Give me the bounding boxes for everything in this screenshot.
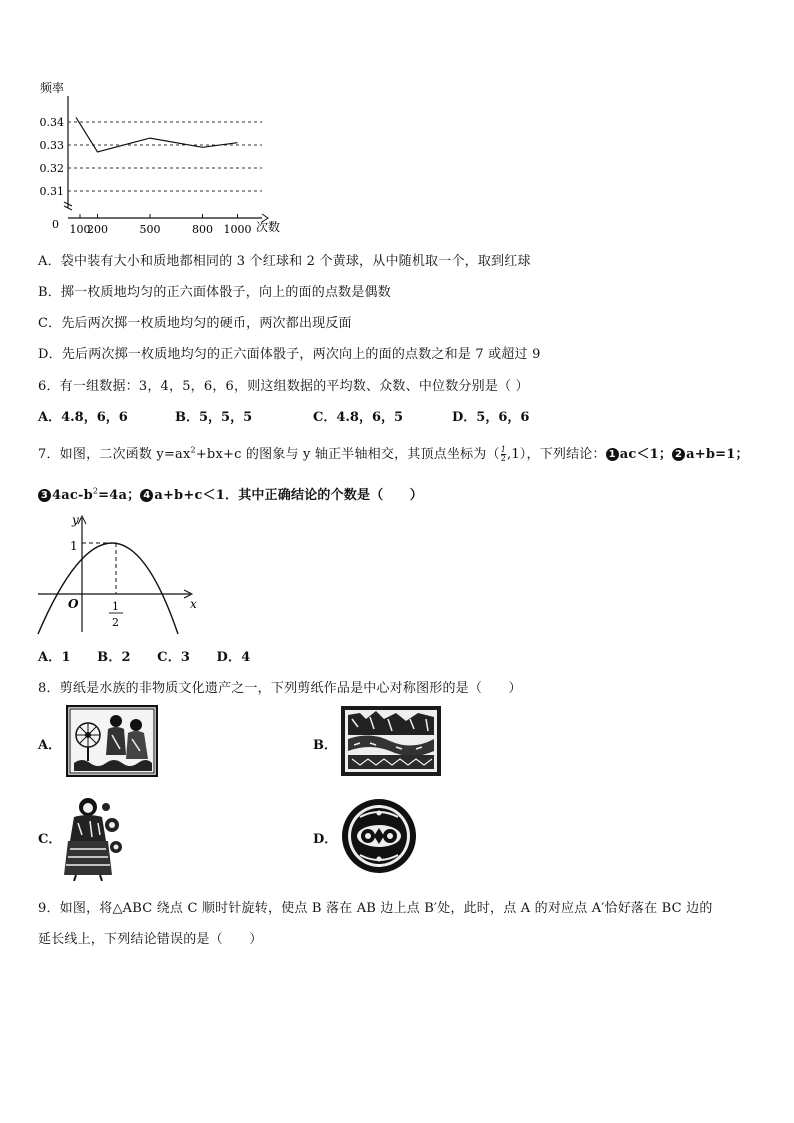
q5-option-c: C．先后两次掷一枚质地均匀的硬币，两次都出现反面 bbox=[38, 316, 352, 331]
q8-stem: 8．剪纸是水族的非物质文化遗产之一，下列剪纸作品是中心对称图形的是（ ） bbox=[38, 681, 522, 696]
q6-option-a: A．4.8，6，6 bbox=[38, 410, 128, 425]
q5-option-b: B．掷一枚质地均匀的正六面体骰子，向上的面的点数是偶数 bbox=[38, 285, 391, 300]
q7-stem-part-c: ,1），下列结论： bbox=[507, 447, 606, 462]
chart-gridlines bbox=[68, 122, 262, 191]
q7-conclusion-4: a+b+c＜1．其中正确结论的个数是（ ） bbox=[154, 488, 424, 503]
chart-ylabel: 频率 bbox=[40, 81, 65, 95]
q7-vertex-num: 1 bbox=[500, 445, 506, 454]
chart-x-tick-label: 500 bbox=[139, 223, 161, 236]
chart-x-tick-label: 200 bbox=[87, 223, 108, 236]
q6-stem: 6．有一组数据：3，4，5，6，6，则这组数据的平均数、众数、中位数分别是（ ） bbox=[38, 379, 529, 394]
q9-stem-line1: 9．如图，将△ABC 绕点 C 顺时针旋转，使点 B 落在 AB 边上点 B′处，此时，点 A 的对应点 A′恰好落在 BC 边的 bbox=[38, 901, 713, 916]
chart-y-tick-label: 0.33 bbox=[39, 139, 64, 152]
q7-half-num: 1 bbox=[112, 600, 119, 613]
frequency-chart bbox=[30, 78, 300, 238]
q7-half-den: 2 bbox=[112, 616, 119, 629]
q7-circled-3: 3 bbox=[38, 489, 51, 502]
chart-x-tick-label: 1000 bbox=[223, 223, 252, 236]
chart-series-line bbox=[76, 117, 238, 151]
chart-y-tick-label: 0.32 bbox=[39, 162, 64, 175]
q7-origin-label: O bbox=[68, 597, 79, 611]
q7-conclusion-3a: 4ac-b bbox=[52, 488, 93, 503]
q7-circled-4: 4 bbox=[140, 489, 153, 502]
chart-origin: 0 bbox=[52, 218, 59, 231]
q8-label-a: A． bbox=[38, 738, 62, 753]
q7-x-label: x bbox=[190, 597, 197, 611]
q7-y-one-label: 1 bbox=[70, 539, 78, 553]
papercut-c-image bbox=[60, 795, 126, 881]
q7-square: 2 bbox=[190, 445, 196, 455]
q7-vertex-fraction bbox=[501, 446, 506, 463]
q7-vertex-den: 2 bbox=[500, 454, 506, 463]
q5-option-a: A．袋中装有大小和质地都相同的 3 个红球和 2 个黄球，从中随机取一个，取到红球 bbox=[38, 254, 531, 269]
q7-y-label: y bbox=[72, 513, 79, 527]
papercut-d-image bbox=[340, 797, 418, 875]
q7-circled-2: 2 bbox=[672, 448, 685, 461]
q6-option-d: D．5，6，6 bbox=[452, 410, 530, 425]
q8-label-b: B． bbox=[313, 738, 337, 753]
q8-label-d: D． bbox=[313, 832, 338, 847]
chart-x-tick-label: 800 bbox=[192, 223, 213, 236]
chart-y-tick-label: 0.34 bbox=[39, 116, 64, 129]
q7-conclusion-2: a+b=1； bbox=[686, 447, 749, 462]
q8-label-c: C． bbox=[38, 832, 62, 847]
q6-option-c: C．4.8，6，5 bbox=[313, 410, 404, 425]
q6-option-b: B．5，5，5 bbox=[175, 410, 253, 425]
papercut-b-image bbox=[340, 705, 442, 777]
chart-x-ticks bbox=[70, 214, 252, 236]
q7-stem-part-b: +bx+c 的图象与 y 轴正半轴相交，其顶点坐标为（ bbox=[195, 447, 500, 462]
q7-conclusion-1: ac＜1； bbox=[619, 447, 673, 462]
q7-square-2: 2 bbox=[92, 486, 99, 496]
q7-stem-part-a: 7．如图，二次函数 y=ax bbox=[38, 447, 191, 462]
chart-y-tick-label: 0.31 bbox=[39, 185, 64, 198]
q7-options: A．1 B．2 C．3 D．4 bbox=[38, 650, 251, 665]
q7-stem-line1 bbox=[38, 443, 749, 463]
chart-x-tick-label: 100 bbox=[69, 223, 91, 236]
q7-circled-1: 1 bbox=[606, 448, 619, 461]
q7-parabola-graph bbox=[34, 510, 204, 635]
chart-xlabel: 次数 bbox=[256, 220, 281, 234]
q7-conclusion-3b: =4a； bbox=[98, 488, 141, 503]
q7-stem-line2 bbox=[38, 484, 423, 503]
q9-stem-line2: 延长线上，下列结论错误的是（ ） bbox=[38, 932, 263, 947]
q7-parabola-curve bbox=[38, 543, 178, 634]
papercut-a-image bbox=[66, 705, 158, 777]
q5-option-d: D．先后两次掷一枚质地均匀的正六面体骰子，两次向上的面的点数之和是 7 或超过 9 bbox=[38, 347, 541, 362]
chart-y-ticks bbox=[40, 116, 65, 198]
